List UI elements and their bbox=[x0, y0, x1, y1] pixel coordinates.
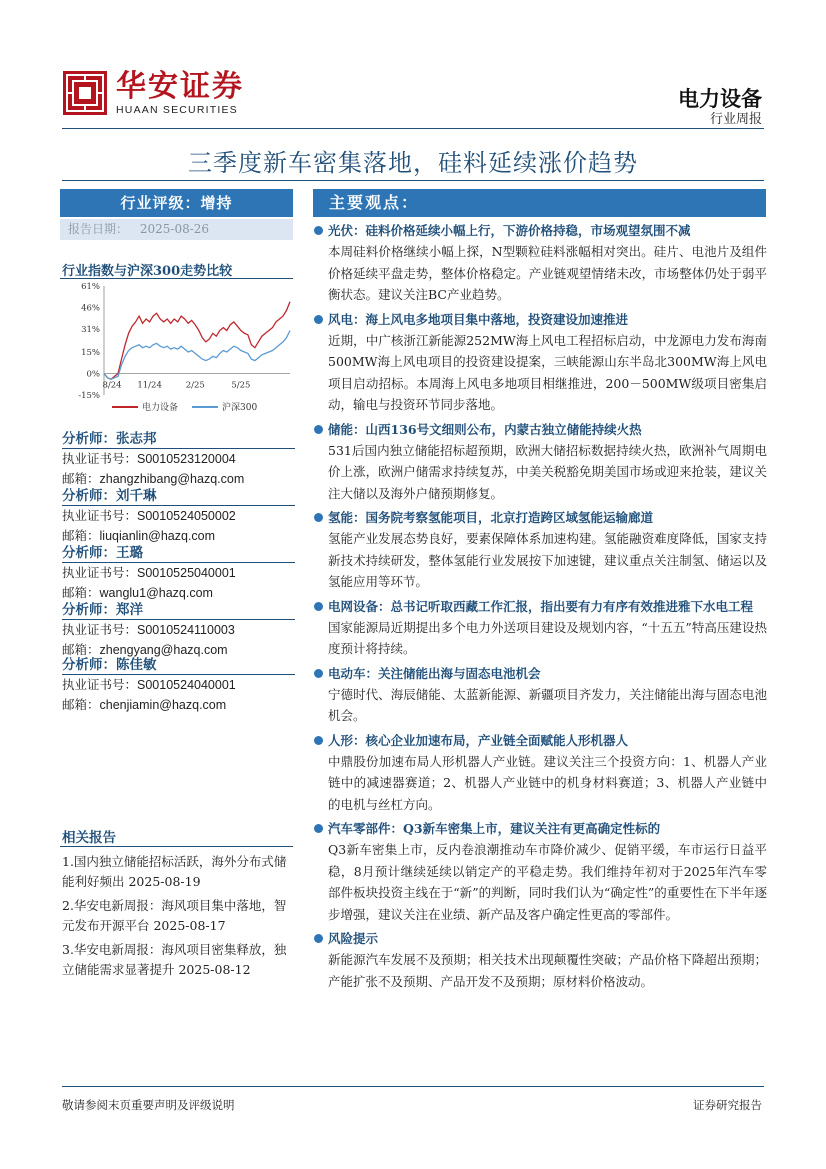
chart-title-divider bbox=[60, 278, 293, 279]
analyst-name: 分析师：张志邦 bbox=[62, 430, 295, 449]
bullet-icon bbox=[314, 669, 323, 678]
section-text: 宁德时代、海辰储能、太蓝新能源、新疆项目齐发力，关注储能出海与固态电池机会。 bbox=[328, 686, 767, 723]
analyst-cert: 执业证书号：S0010525040001 bbox=[62, 565, 236, 580]
bullet-icon bbox=[314, 824, 323, 833]
section-heading: 风电：海上风电多地项目集中落地，投资建设加速推进 bbox=[313, 309, 767, 330]
y-tick-label: 61% bbox=[81, 282, 100, 292]
chart-title: 行业指数与沪深300走势比较 bbox=[62, 264, 233, 279]
section-text: 531后国内独立储能招标超预期，欧洲大储招标数据持续火热，欧洲补气周期电价上涨，欧洲户储需求持续复苏，中美关税豁免期美国市场或迎来抢装，建议关注大储以及海外户储预期修复。 bbox=[328, 442, 767, 501]
bullet-icon bbox=[314, 602, 323, 611]
logo-english-name: HUAAN SECURITIES bbox=[116, 103, 238, 116]
section-heading: 光伏：硅料价格延续小幅上行，下游价格持稳，市场观望氛围不减 bbox=[313, 220, 767, 241]
analyst-card bbox=[62, 601, 302, 660]
related-report-item[interactable]: 3.华安电新周报：海风项目密集释放，独立储能需求显著提升 2025-08-12 bbox=[62, 942, 287, 977]
main-points-title: 主要观点： bbox=[329, 193, 420, 212]
industry-index-line bbox=[104, 302, 290, 379]
main-points-body bbox=[313, 220, 767, 995]
logo-chinese-name: 华安证券 bbox=[116, 68, 244, 104]
related-report-item[interactable]: 2.华安电新周报：海风项目集中落地，智元发布开源平台 2025-08-17 bbox=[62, 898, 287, 933]
header-divider bbox=[62, 128, 764, 129]
analyst-email[interactable]: 邮箱：wanglu1@hazq.com bbox=[62, 585, 213, 600]
legend-label: 沪深300 bbox=[222, 403, 258, 413]
section-text: 国家能源局近期提出多个电力外送项目建设及规划内容，“十五五”特高压建设热度预计将持续。 bbox=[328, 619, 767, 656]
title-divider bbox=[62, 180, 764, 181]
bullet-icon bbox=[314, 425, 323, 434]
section-heading: 储能：山西136号文细则公布，内蒙古独立储能持续火热 bbox=[313, 419, 767, 440]
section-text: Q3新车密集上市，反内卷浪潮推动车市降价减少、促销平缓，车市运行日益平稳，8月预计继续延续以销定产的平稳走势。我们维持年初对于2025年汽车零部件板块投资主线在于“新”的判断，同时我们认为“确定性”的重要性在下半年逐步增强，建议关注在业绩、新产品及客户确定性更高的零部件。 bbox=[328, 842, 767, 922]
report-date-label: 报告日期： bbox=[68, 222, 129, 236]
section-heading: 电网设备：总书记听取西藏工作汇报，指出要有力有序有效推进雅下水电工程 bbox=[313, 596, 767, 617]
analyst-email[interactable]: 邮箱：zhengyang@hazq.com bbox=[62, 642, 228, 657]
analyst-card bbox=[62, 430, 302, 489]
section-heading: 人形：核心企业加速布局，产业链全面赋能人形机器人 bbox=[313, 730, 767, 751]
section-text: 本周硅料价格继续小幅上探，N型颗粒硅料涨幅相对突出。硅片、电池片及组件价格延续平盘走势，整体价格稳定。产业链观望情绪未改，市场整体仍处于弱平衡状态。建议关注BC产业趋势。 bbox=[328, 244, 767, 302]
analyst-email[interactable]: 邮箱：chenjiamin@hazq.com bbox=[62, 697, 227, 712]
index-comparison-chart bbox=[60, 280, 296, 420]
logo-seal-icon bbox=[62, 70, 108, 116]
x-tick-label: 2/25 bbox=[185, 380, 205, 391]
footer-doc-type: 证券研究报告 bbox=[693, 1098, 762, 1112]
related-reports-list bbox=[62, 852, 298, 984]
section-heading: 风险提示 bbox=[313, 928, 767, 949]
report-date: 2025-08-26 bbox=[139, 222, 210, 236]
sector-name: 电力设备 bbox=[678, 86, 762, 111]
bullet-icon bbox=[314, 315, 323, 324]
section-heading: 电动车：关注储能出海与固态电池机会 bbox=[313, 663, 767, 684]
analyst-cert: 执业证书号：S0010524040001 bbox=[62, 677, 236, 692]
analyst-card bbox=[62, 544, 302, 603]
bullet-icon bbox=[314, 736, 323, 745]
x-tick-label: 11/24 bbox=[137, 380, 162, 391]
y-tick-label: 0% bbox=[86, 369, 100, 380]
analyst-cert: 执业证书号：S0010524050002 bbox=[62, 508, 236, 523]
analyst-name: 分析师：王璐 bbox=[62, 544, 295, 563]
footer-divider bbox=[62, 1086, 764, 1087]
industry-rating: 行业评级：增持 bbox=[60, 189, 293, 217]
related-report-item[interactable]: 1.国内独立储能招标活跃，海外分布式储能利好频出 2025-08-19 bbox=[62, 854, 287, 889]
y-tick-label: 31% bbox=[81, 325, 100, 336]
y-tick-label: 15% bbox=[81, 347, 100, 358]
report-title: 三季度新车密集落地，硅料延续涨价趋势 bbox=[188, 149, 638, 177]
analyst-name: 分析师：刘千琳 bbox=[62, 487, 295, 506]
section-text: 氢能产业发展态势良好，要素保障体系加速构建。氢能融资难度降低，国家支持新技术持续研发，整体氢能行业发展按下加速键，建议重点关注制氢、储运以及氢能应用等环节。 bbox=[328, 531, 767, 589]
x-tick-label: 5/25 bbox=[231, 380, 251, 391]
analyst-name: 分析师：郑洋 bbox=[62, 601, 295, 620]
analyst-card bbox=[62, 487, 302, 546]
analyst-cert: 执业证书号：S0010523120004 bbox=[62, 451, 236, 466]
y-tick-label: 46% bbox=[81, 303, 100, 314]
related-reports-divider bbox=[60, 846, 293, 847]
section-text: 中鼎股份加速布局人形机器人产业链。建议关注三个投资方向：1、机器人产业链中的减速器赛道；2、机器人产业链中的机身材料赛道；3、机器人产业链中的电机与丝杠方向。 bbox=[328, 753, 767, 812]
hs300-index-line bbox=[104, 331, 290, 380]
main-points-header bbox=[313, 189, 766, 217]
analyst-card bbox=[62, 656, 302, 715]
section-heading: 氢能：国务院考察氢能项目，北京打造跨区域氢能运输廊道 bbox=[313, 507, 767, 528]
company-logo bbox=[62, 70, 244, 116]
related-reports-title: 相关报告 bbox=[62, 830, 116, 846]
analyst-name: 分析师：陈佳敏 bbox=[62, 656, 295, 675]
footer-disclaimer: 敬请参阅末页重要声明及评级说明 bbox=[62, 1098, 235, 1112]
section-text: 近期，中广核浙江新能源252MW海上风电工程招标启动，中龙源电力发布海南500MW海上风电项目的投资建设提案，三峡能源山东半岛北300MW海上风电项目启动招标。本周海上风电多地项目相继推进，200－500MW级项目密集启动，输电与投资环节同步落地。 bbox=[328, 332, 767, 412]
analyst-email[interactable]: 邮箱：zhangzhibang@hazq.com bbox=[62, 471, 245, 486]
legend-label: 电力设备 bbox=[142, 403, 179, 413]
bullet-icon bbox=[314, 226, 323, 235]
report-date-row bbox=[60, 219, 293, 240]
bullet-icon bbox=[314, 513, 323, 522]
analyst-cert: 执业证书号：S0010524110003 bbox=[62, 622, 235, 637]
y-tick-label: -15% bbox=[78, 391, 100, 401]
report-type: 行业周报 bbox=[709, 112, 762, 127]
section-heading: 汽车零部件：Q3新车密集上市，建议关注有更高确定性标的 bbox=[313, 818, 767, 839]
x-tick-label: 8/24 bbox=[102, 380, 122, 391]
section-text: 新能源汽车发展不及预期；相关技术出现颠覆性突破；产品价格下降超出预期；产能扩张不及预期、产品开发不及预期；原材料价格波动。 bbox=[328, 952, 767, 989]
analyst-email[interactable]: 邮箱：liuqianlin@hazq.com bbox=[62, 528, 216, 543]
bullet-icon bbox=[314, 934, 323, 943]
